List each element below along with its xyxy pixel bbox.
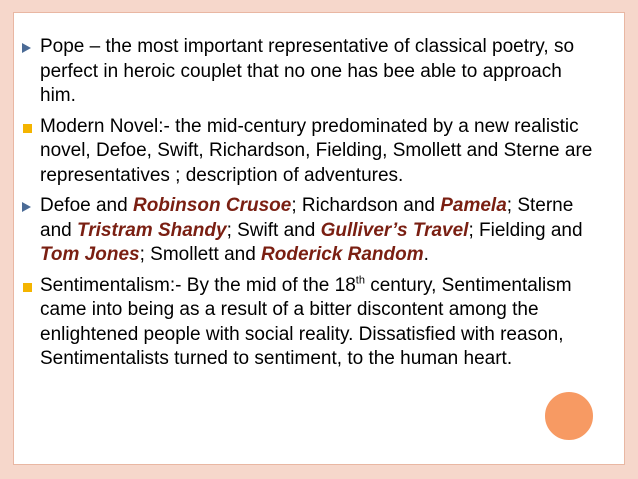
- frame-top: [0, 0, 638, 12]
- list-item: [22, 274, 597, 372]
- bullet-text: Pope – the most important representative of classical poetry, so perfect in heroic couplet that no one has bee able to approach him.: [40, 36, 575, 106]
- text-part: ; Swift and: [226, 219, 321, 241]
- list-item: [22, 194, 597, 268]
- book-title: Tristram Shandy: [76, 219, 227, 241]
- bullet-text: Modern Novel:- the mid-century predominated by a new realistic novel, Defoe, Swift, Richardson, Fielding, Smollett and Sterne are representatives ; description of adventures.: [40, 115, 593, 186]
- frame-bottom: [0, 465, 638, 479]
- book-title: Gulliver’s Travel: [320, 219, 469, 241]
- frame-left: [0, 0, 13, 479]
- book-title: Tom Jones: [40, 244, 140, 265]
- book-title: Robinson Crusoe: [132, 195, 292, 216]
- text-part: ; Sterne and: [40, 195, 574, 241]
- triangle-bullet-icon: [22, 202, 31, 212]
- square-bullet-icon: [23, 124, 32, 133]
- list-item: [22, 115, 597, 189]
- bullet-list: [22, 35, 597, 378]
- decorative-circle: [542, 389, 596, 443]
- text-part: ; Richardson and: [291, 195, 441, 216]
- book-title: Pamela: [440, 195, 507, 216]
- list-item: [22, 35, 597, 109]
- square-bullet-icon: [23, 283, 32, 292]
- text-part: ; Fielding and: [468, 219, 583, 241]
- book-title: Roderick Random: [261, 244, 424, 265]
- frame-right: [625, 0, 638, 479]
- text-part: ; Smollett and: [139, 244, 262, 265]
- bullet-text: century, Sentimentalism came into being as a result of a bitter discontent among the enlightened people with social reality. Dissatisfied with reason, Sentimentalists turned to sentiment, to the human heart.: [40, 274, 572, 369]
- bullet-text: Sentimentalism:- By the mid of the 18: [40, 274, 356, 296]
- text-part: .: [423, 244, 429, 265]
- superscript: th: [355, 274, 365, 287]
- triangle-bullet-icon: [22, 43, 31, 53]
- text-part: Defoe and: [40, 195, 133, 216]
